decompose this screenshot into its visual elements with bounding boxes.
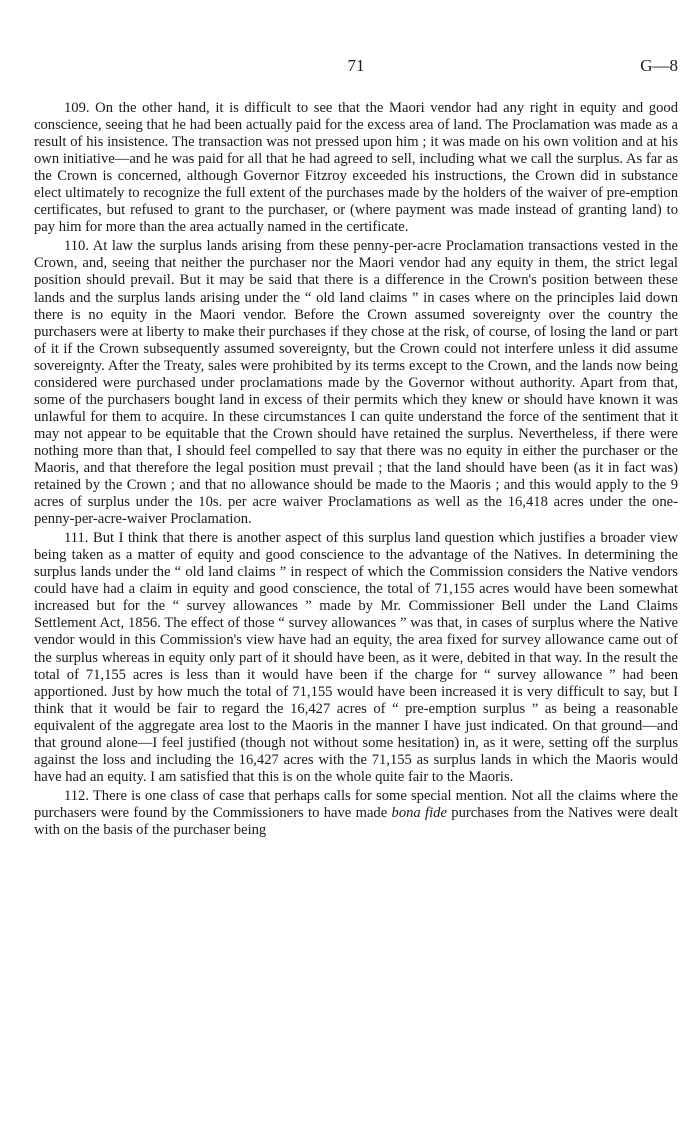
- paragraph-112-italic: bona fide: [391, 804, 447, 821]
- paragraph-112: [34, 788, 678, 839]
- paragraph-111: 111. But I think that there is another aspect of this surplus land question which justifies a broader view being taken as a matter of equity and good conscience to the advantage of the Natives. In determining the surplus lands under the “ old land claims ” in respect of which the Commission considers the Native vendors could have had a claim in equity and good conscience, the total of 71,155 acres would have been somewhat increased but for the “ survey allowances ” made by Mr. Commissioner Bell under the Land Claims Settlement Act, 1856. The effect of those “ survey allowances ” was that, in cases of surplus where the Native vendor would in this Commission's view have had an equity, the area fixed for survey allowance came out of the surplus whereas in equity only part of it should have been, as it were, debited in that way. In the result the total of 71,155 acres is less than it would have been if the charge for “ survey allowance ” had been apportioned. Just by how much the total of 71,155 would have been increased it is very difficult to say, but I think that it would be fair to regard the 16,427 acres of “ pre-emption surplus ” as being a reasonable equivalent of the aggregate area lost to the Maoris in the manner I have just indicated. On that ground—and that ground alone—I feel justified (though not without some hesitation) in, as it were, setting off the surplus against the loss and including the 16,427 acres with the 71,155 as surplus lands in which the Maoris would have had an equity. I am satisfied that this is on the whole quite fair to the Maoris.: [34, 530, 678, 785]
- page-header: [34, 56, 678, 80]
- paragraph-112-start: 112. There is one class of case that perhaps calls for some special mention. Not all the claims where the purchasers were found by the Commissioners to have made: [34, 787, 678, 821]
- paragraph-110: 110. At law the surplus lands arising from these penny-per-acre Proclamation transactions vested in the Crown, and, seeing that neither the purchaser nor the Maori vendor had any equity in them, the strict legal position should prevail. But it may be said that there is a difference in the Crown's position between these lands and the surplus lands arising under the “ old land claims ” in cases where on the principles laid down there is no equity in the Maori vendor. Before the Crown assumed sovereignty over the country the purchasers were at liberty to make their purchases if they chose at the risk, of course, of losing the land or part of it if the Crown subsequently assumed sovereignty, but the Crown could not interfere unless it did assume sovereignty. After the Treaty, sales were prohibited by its terms except to the Crown, and the lands now being considered were purchased under proclamations made by the Governor without authority. Apart from that, some of the purchasers bought land in excess of their permits which they knew or should have known it was unlawful for them to acquire. In these circumstances I can quite understand the force of the sentiment that it may not appear to be equitable that the Crown should have retained the surplus. Nevertheless, if there were nothing more than that, I should feel compelled to say that there was no equity in either the purchaser or the Maoris, and that therefore the legal position must prevail ; that the land should have been (as it in fact was) retained by the Crown ; and that no allowance should be made to the Maoris ; and this would apply to the 9 acres of surplus under the 10s. per acre waiver Proclamations as well as the 16,418 acres under the one-penny-per-acre-waiver Proclamation.: [34, 238, 678, 528]
- paragraph-109: 109. On the other hand, it is difficult to see that the Maori vendor had any right in equity and good conscience, seeing that he had been actually paid for the excess area of land. The Proclamation was made as a result of his insistence. The transaction was not pressed upon him ; it was made on his own volition and at his own initiative—and he was paid for all that he had agreed to sell, including what we call the surplus. As far as the Crown is concerned, although Governor Fitzroy exceeded his instructions, the Crown did in substance elect ultimately to recognize the full extent of the purchases made by the holders of the waiver of pre-emption certificates, but refused to grant to the purchaser, or (where payment was made instead of granting land) to pay him for more than the area actually named in the certificate.: [34, 100, 678, 236]
- page-reference: G—8: [640, 56, 678, 75]
- page-number: 71: [347, 56, 365, 75]
- paragraph-112-end: purchases from the Natives were dealt with on the basis of the purchaser being: [34, 804, 678, 838]
- body-text: [34, 100, 678, 841]
